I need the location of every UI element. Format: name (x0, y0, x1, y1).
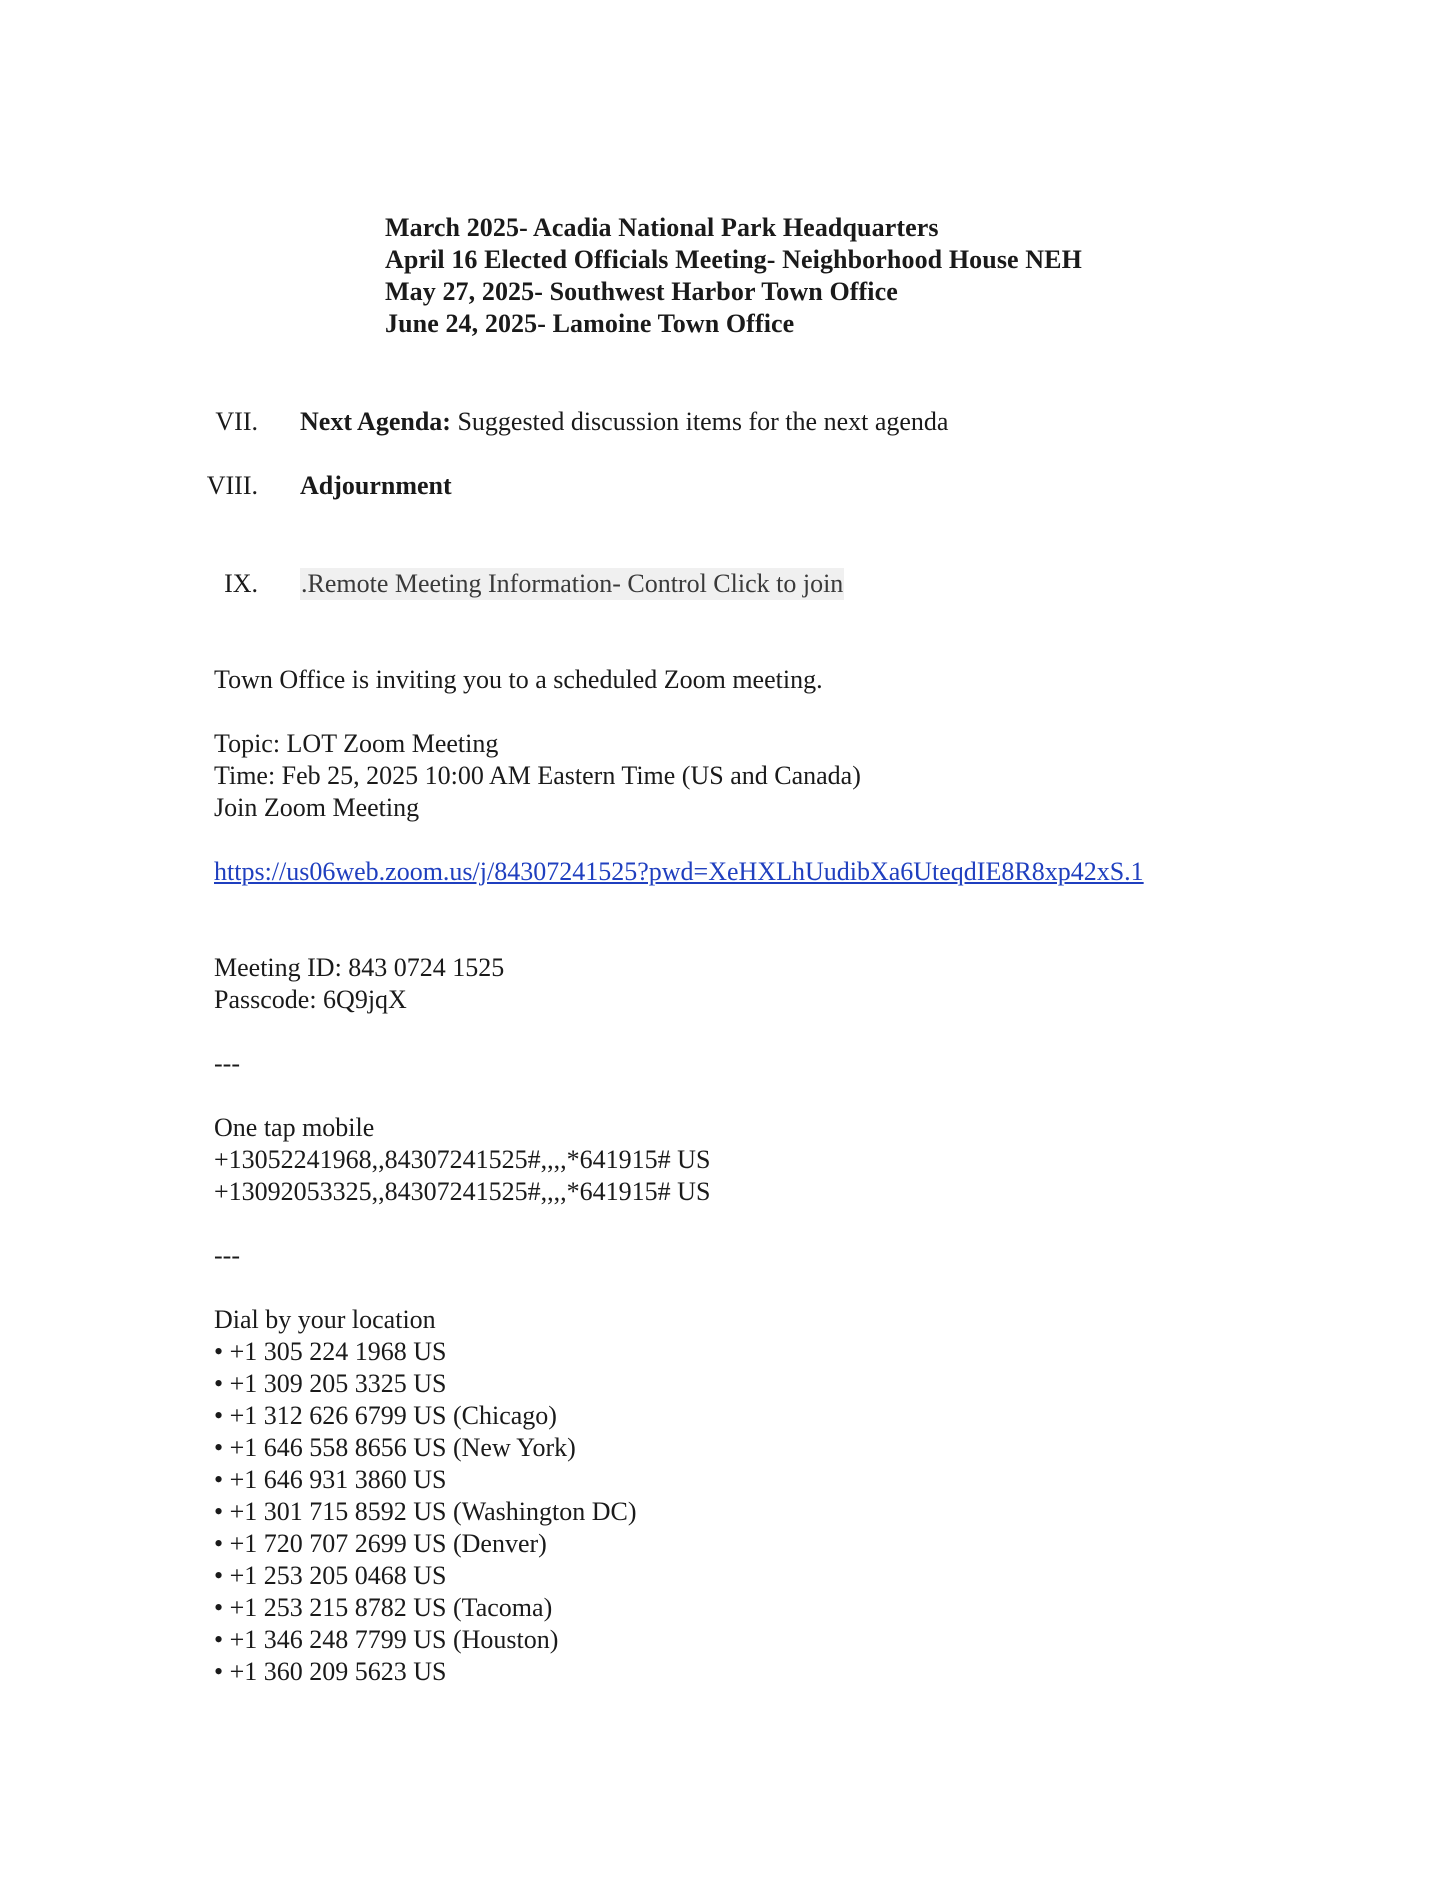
meeting-time: Time: Feb 25, 2025 10:00 AM Eastern Time (US and Canada) (214, 761, 861, 790)
agenda-body (300, 406, 948, 438)
agenda-number: VIII. (206, 471, 258, 500)
remote-meeting-heading: .Remote Meeting Information- Control Click to join (301, 569, 844, 598)
dial-number: • +1 305 224 1968 US (214, 1337, 447, 1366)
zoom-invite: Town Office is inviting you to a scheduled Zoom meeting. (214, 665, 823, 694)
dial-section (214, 1304, 637, 1688)
dial-number: • +1 346 248 7799 US (Houston) (214, 1625, 559, 1654)
agenda-number: VII. (215, 407, 258, 436)
one-tap-number: +13092053325,,84307241525#,,,,*641915# US (214, 1177, 711, 1206)
agenda-text: Suggested discussion items for the next agenda (450, 407, 949, 436)
zoom-join-link[interactable]: https://us06web.zoom.us/j/84307241525?pwd=XeHXLhUudibXa6UteqdIE8R8xp42xS.1 (214, 857, 1144, 886)
separator: --- (214, 1049, 240, 1078)
dial-number: • +1 312 626 6799 US (Chicago) (214, 1401, 557, 1430)
dial-label: Dial by your location (214, 1305, 436, 1334)
passcode: Passcode: 6Q9jqX (214, 985, 407, 1014)
agenda-title: Next Agenda: (300, 407, 451, 436)
meeting-topic: Topic: LOT Zoom Meeting (214, 729, 499, 758)
dial-number: • +1 309 205 3325 US (214, 1369, 447, 1398)
agenda-number: IX. (224, 569, 258, 598)
dial-number: • +1 646 558 8656 US (New York) (214, 1433, 576, 1462)
schedule-line: June 24, 2025- Lamoine Town Office (385, 309, 795, 338)
one-tap-label: One tap mobile (214, 1113, 375, 1142)
schedule-line: April 16 Elected Officials Meeting- Neighborhood House NEH (385, 245, 1082, 274)
join-label: Join Zoom Meeting (214, 793, 420, 822)
dial-number: • +1 720 707 2699 US (Denver) (214, 1529, 547, 1558)
dial-number: • +1 301 715 8592 US (Washington DC) (214, 1497, 637, 1526)
one-tap-number: +13052241968,,84307241525#,,,,*641915# US (214, 1145, 711, 1174)
dial-number: • +1 253 205 0468 US (214, 1561, 447, 1590)
meeting-schedule (385, 212, 1082, 340)
agenda-title: Adjournment (300, 471, 452, 500)
dial-number: • +1 253 215 8782 US (Tacoma) (214, 1593, 553, 1622)
dial-number: • +1 360 209 5623 US (214, 1657, 447, 1686)
schedule-line: May 27, 2025- Southwest Harbor Town Office (385, 277, 898, 306)
separator: --- (214, 1241, 240, 1270)
schedule-line: March 2025- Acadia National Park Headquarters (385, 213, 939, 242)
meeting-id: Meeting ID: 843 0724 1525 (214, 953, 505, 982)
one-tap-section (214, 1112, 710, 1208)
meeting-details (214, 728, 861, 824)
credentials (214, 952, 504, 1016)
dial-number: • +1 646 931 3860 US (214, 1465, 447, 1494)
join-link-row (214, 856, 1144, 888)
